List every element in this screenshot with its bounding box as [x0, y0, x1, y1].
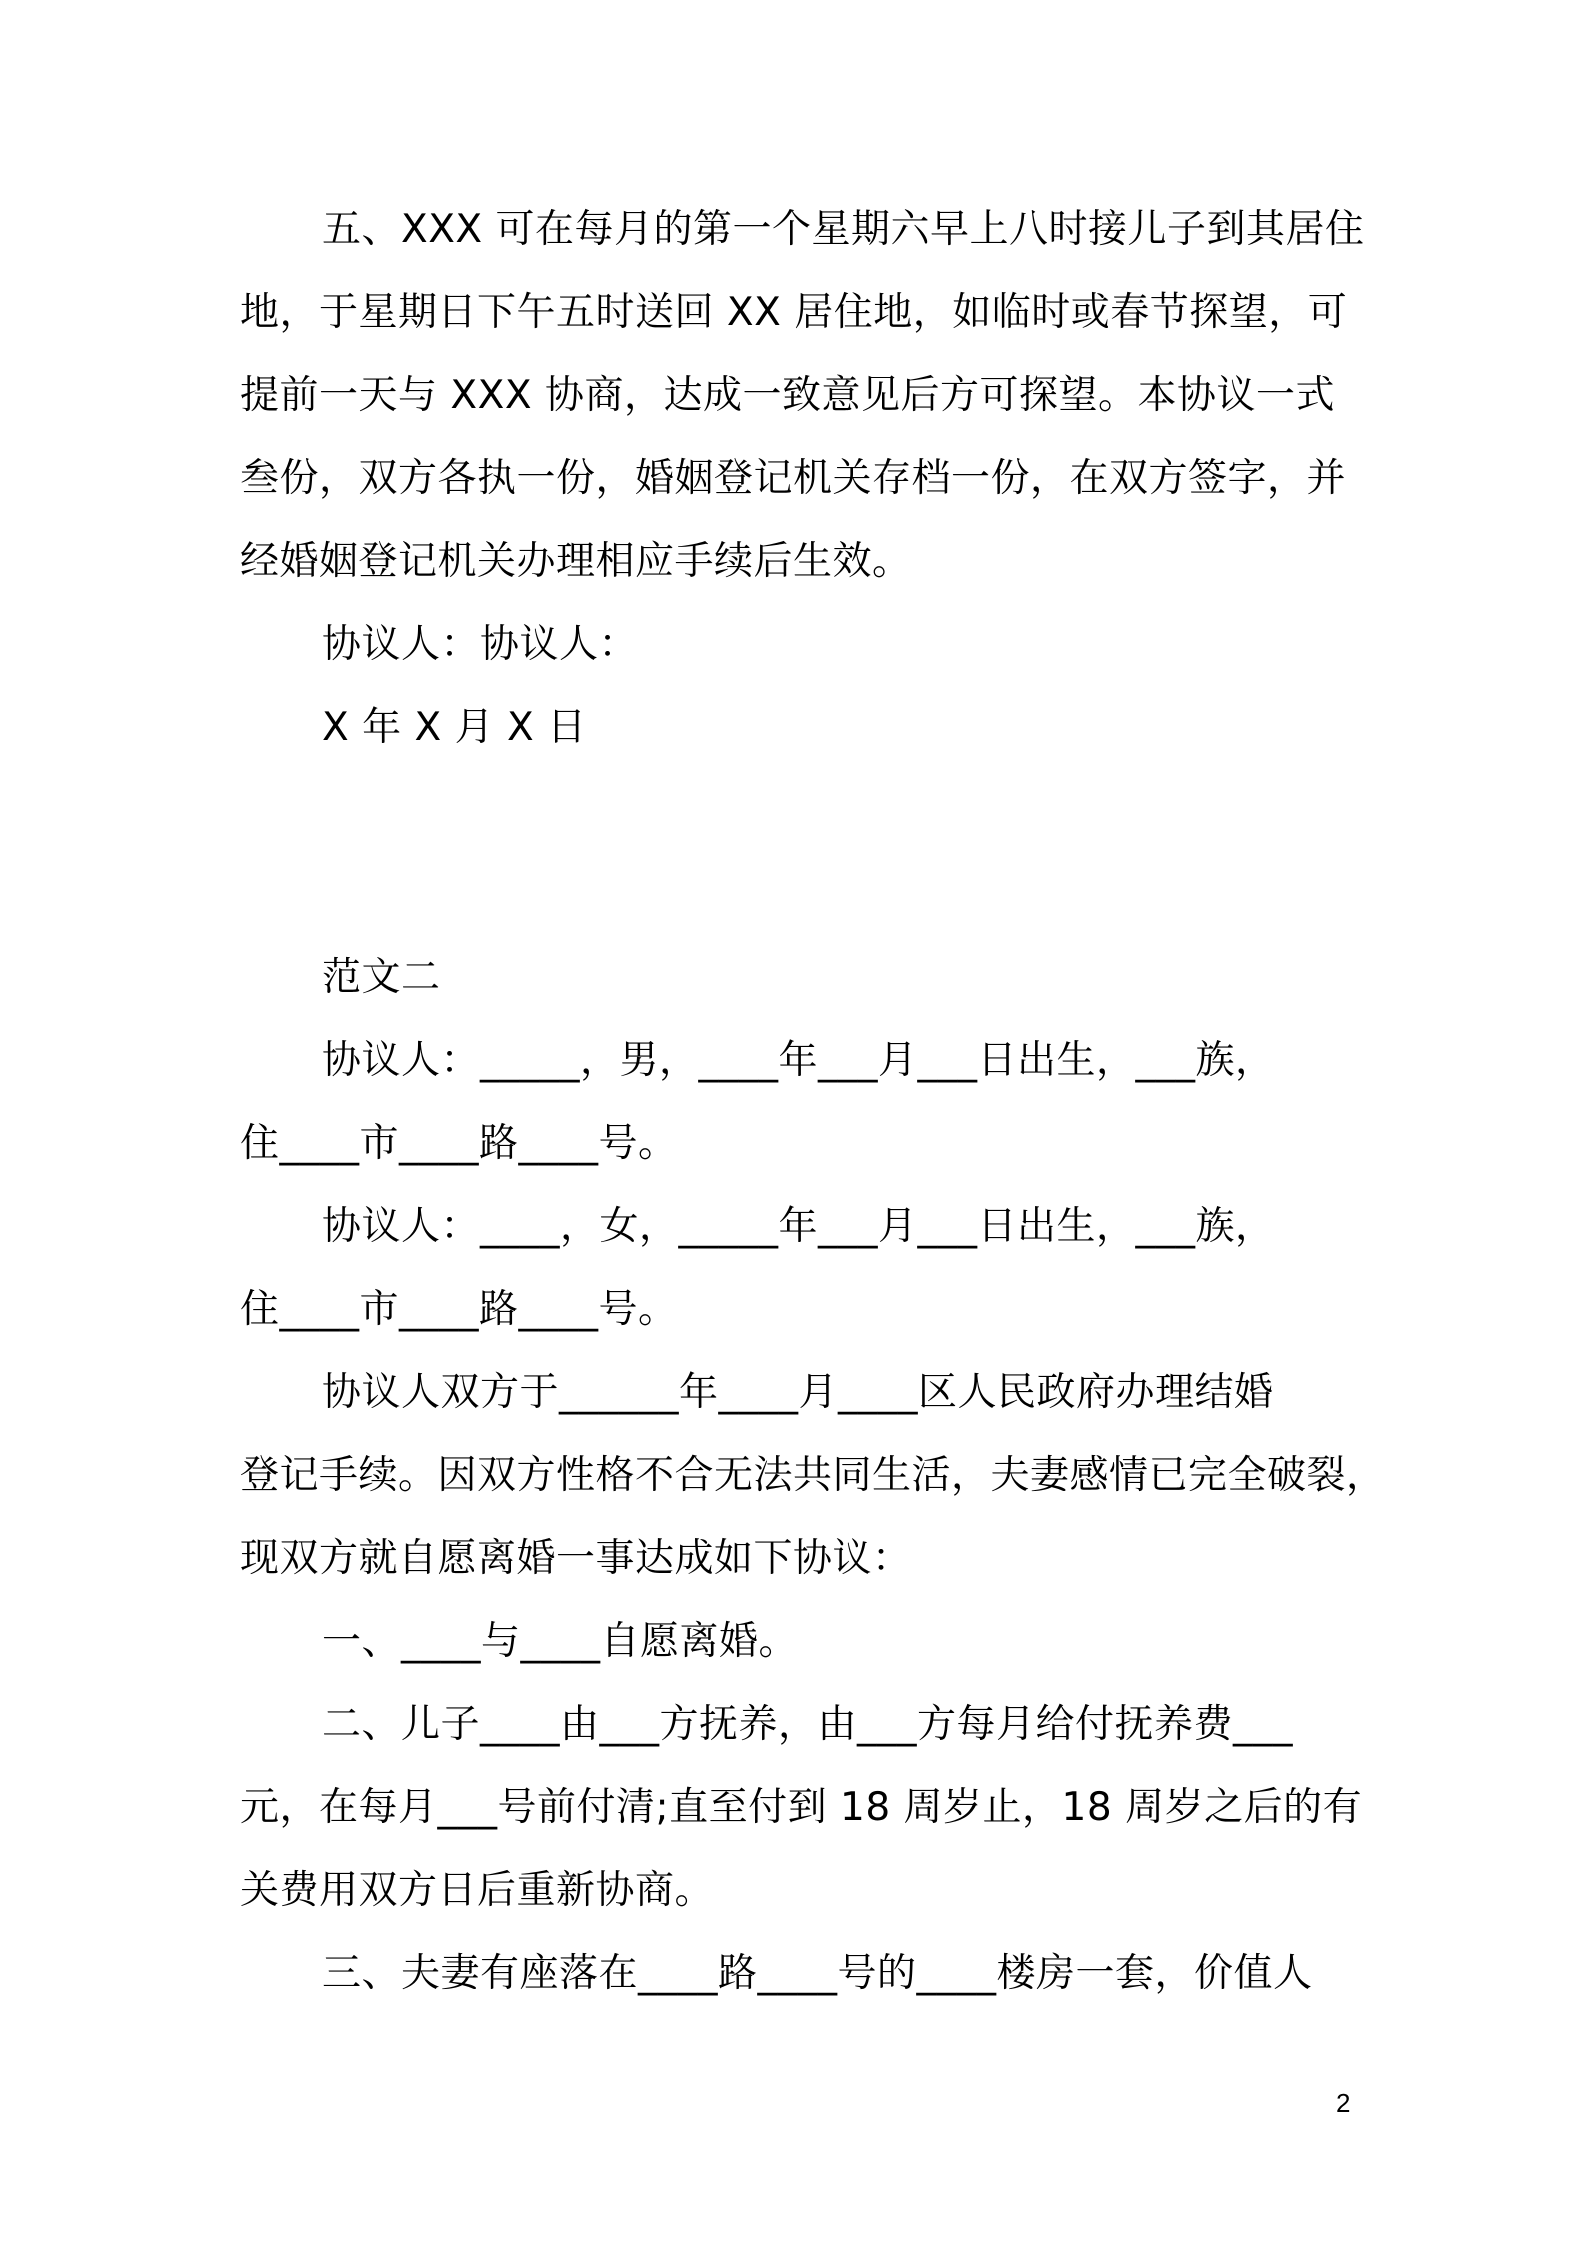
paragraph-line: 协议人：_____，男，____年___月___日出生，___族， — [322, 1038, 1275, 1083]
paragraph-line: 住____市____路____号。 — [240, 1287, 678, 1332]
paragraph-line: 叁份，双方各执一份，婚姻登记机关存档一份，在双方签字，并 — [240, 456, 1347, 501]
paragraph-line: 住____市____路____号。 — [240, 1121, 678, 1166]
page-number: 2 — [1336, 2088, 1351, 2118]
signature-line: 协议人：协议人： — [322, 622, 639, 667]
paragraph-line: 提前一天与 XXX 协商，达成一致意见后方可探望。本协议一式 — [240, 373, 1335, 418]
paragraph-line: 二、儿子____由___方抚养，由___方每月给付抚养费___ — [322, 1702, 1294, 1747]
paragraph-line: 元，在每月___号前付清;直至付到 18 周岁止，18 周岁之后的有 — [240, 1785, 1363, 1830]
paragraph-line: 登记手续。因双方性格不合无法共同生活，夫妻感情已完全破裂， — [240, 1453, 1386, 1498]
paragraph-line: 现双方就自愿离婚一事达成如下协议： — [240, 1536, 912, 1581]
section-heading: 范文二 — [322, 955, 441, 1000]
date-line: X 年 X 月 X 日 — [322, 705, 587, 750]
paragraph-line: 经婚姻登记机关办理相应手续后生效。 — [240, 539, 912, 584]
paragraph-line: 地，于星期日下午五时送回 XX 居住地，如临时或春节探望，可 — [240, 290, 1348, 335]
paragraph-line: 协议人：____，女，_____年___月___日出生，___族， — [322, 1204, 1275, 1249]
paragraph-line: 五、XXX 可在每月的第一个星期六早上八时接儿子到其居住 — [322, 207, 1365, 252]
paragraph-line: 三、夫妻有座落在____路____号的____楼房一套，价值人 — [322, 1951, 1313, 1996]
paragraph-line: 协议人双方于______年____月____区人民政府办理结婚 — [322, 1370, 1274, 1415]
paragraph-line: 一、____与____自愿离婚。 — [322, 1619, 799, 1664]
paragraph-line: 关费用双方日后重新协商。 — [240, 1868, 715, 1913]
